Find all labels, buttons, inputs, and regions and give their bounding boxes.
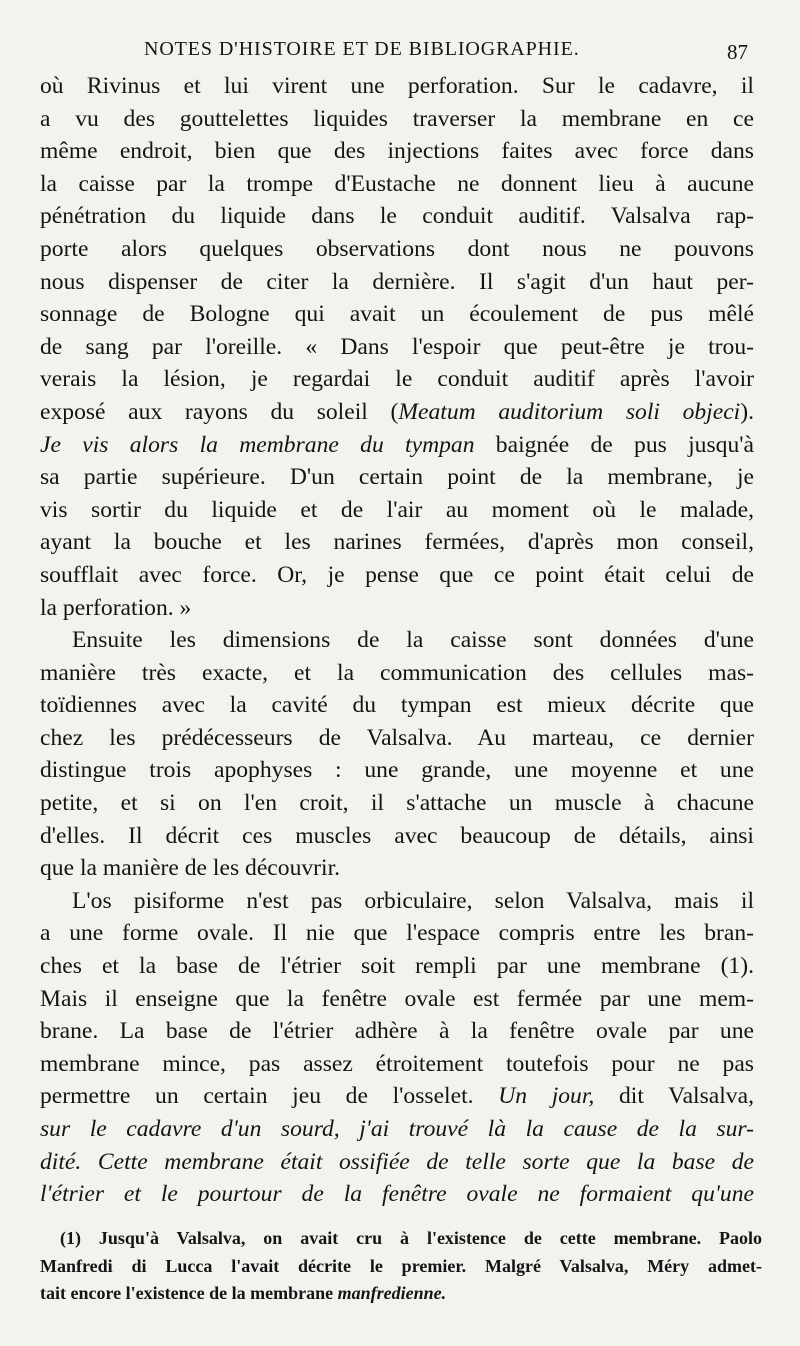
- text-line: de sang par l'oreille. « Dans l'espoir que peut-être je trou-: [40, 333, 754, 360]
- text-line: a vu des gouttelettes liquides traverser la membrane en ce: [40, 105, 754, 132]
- text-line: [40, 1113, 754, 1146]
- text-line: distingue trois apophyses : une grande, une moyenne et une: [40, 757, 754, 784]
- footnote-line: Manfredi di Lucca l'avait décrite le premier. Malgré Valsalva, Méry admet-: [40, 1255, 762, 1276]
- text-line: soufflait avec force. Or, je pense que ce point était celui de: [40, 561, 754, 588]
- text-line: sa partie supérieure. D'un certain point de la membrane, je: [40, 464, 754, 491]
- text-line: [40, 1178, 754, 1211]
- text-line: même endroit, bien que des injections faites avec force dans: [40, 138, 754, 165]
- text-span: tait encore l'existence de la membrane: [40, 1283, 338, 1303]
- text-line: la caisse par la trompe d'Eustache ne donnent lieu à aucune: [40, 170, 754, 197]
- text-line: pénétration du liquide dans le conduit auditif. Valsalva rap-: [40, 203, 754, 230]
- italic-quote: Un jour,: [498, 1083, 595, 1110]
- text-line: a une forme ovale. Il nie que l'espace compris entre les bran-: [40, 920, 754, 947]
- text-line: chez les prédécesseurs de Valsalva. Au marteau, ce dernier: [40, 724, 754, 751]
- footnote-line: [40, 1280, 762, 1308]
- body-text: [40, 70, 754, 1211]
- text-span: dit Valsalva,: [594, 1083, 754, 1110]
- text-line: verais la lésion, je regardai le conduit auditif après l'avoir: [40, 366, 754, 393]
- text-line: petite, et si on l'en croit, il s'attache un muscle à chacune: [40, 790, 754, 817]
- page-number: 87: [727, 40, 748, 64]
- text-line: la perforation. »: [40, 594, 192, 621]
- text-line: vis sortir du liquide et de l'air au moment où le malade,: [40, 496, 754, 523]
- text-line: brane. La base de l'étrier adhère à la fenêtre ovale par une: [40, 1018, 754, 1045]
- text-line: que la manière de les découvrir.: [40, 855, 341, 882]
- running-title: NOTES D'HISTOIRE ET DE BIBLIOGRAPHIE.: [144, 38, 580, 60]
- text-line: manière très exacte, et la communication des cellules mas-: [40, 659, 754, 686]
- text-line: où Rivinus et lui virent une perforation. Sur le cadavre, il: [40, 73, 754, 99]
- italic-term: manfredienne.: [337, 1283, 447, 1303]
- text-line: ches et la base de l'étrier soit rempli par une membrane (1).: [40, 953, 754, 980]
- text-span: exposé aux rayons du soleil (: [40, 398, 399, 425]
- footnote: [40, 1225, 762, 1308]
- text-line: L'os pisiforme n'est pas orbiculaire, selon Valsalva, mais il: [72, 887, 754, 914]
- text-span: permettre un certain jeu de l'osselet.: [40, 1083, 499, 1110]
- text-span: ).: [740, 398, 754, 425]
- text-line: [40, 396, 754, 429]
- text-line: [40, 1146, 754, 1179]
- italic-quote: sur le cadavre d'un sourd, j'ai trouvé là la cause de la sur-: [40, 1116, 754, 1142]
- text-line: nous dispenser de citer la dernière. Il s'agit d'un haut per-: [40, 268, 754, 295]
- text-line: d'elles. Il décrit ces muscles avec beaucoup de détails, ainsi: [40, 822, 754, 849]
- text-line: toïdiennes avec la cavité du tympan est mieux décrite que: [40, 692, 754, 719]
- italic-quote: Je vis alors la membrane du tympan: [40, 431, 475, 458]
- text-line: porte alors quelques observations dont nous ne pouvons: [40, 235, 754, 262]
- italic-quote: Meatum auditorium soli objeci: [398, 398, 741, 425]
- text-line: membrane mince, pas assez étroitement toutefois pour ne pas: [40, 1050, 754, 1077]
- page-header: [40, 38, 752, 68]
- text-span: baignée de pus jusqu'à: [474, 431, 754, 458]
- text-line: [40, 1080, 754, 1113]
- text-line: sonnage de Bologne qui avait un écoulement de pus mêlé: [40, 301, 754, 328]
- footnote-line: (1) Jusqu'à Valsalva, on avait cru à l'existence de cette membrane. Paolo: [60, 1228, 762, 1248]
- italic-quote: dité. Cette membrane était ossifiée de telle sorte que la base de: [40, 1148, 754, 1175]
- text-line: ayant la bouche et les narines fermées, d'après mon conseil,: [40, 529, 754, 556]
- text-line: Mais il enseigne que la fenêtre ovale est fermée par une mem-: [40, 985, 754, 1012]
- italic-quote: l'étrier et le pourtour de la fenêtre ovale ne formaient qu'une: [40, 1181, 754, 1208]
- text-line: Ensuite les dimensions de la caisse sont données d'une: [72, 627, 754, 654]
- text-line: [40, 429, 754, 462]
